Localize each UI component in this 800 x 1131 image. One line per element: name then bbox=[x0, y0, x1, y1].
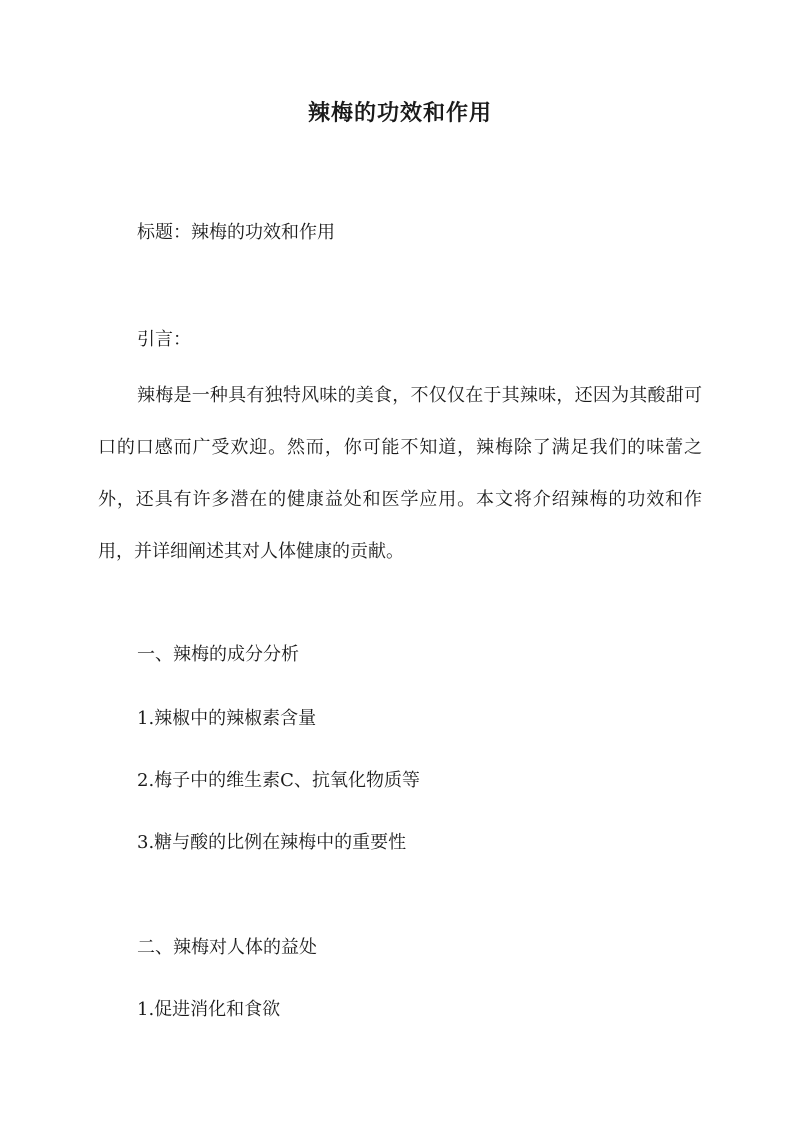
list-item: 1.辣椒中的辣椒素含量 bbox=[137, 708, 317, 729]
list-item: 2.梅子中的维生素C、抗氧化物质等 bbox=[137, 770, 420, 791]
list-item: 1.促进消化和食欲 bbox=[137, 999, 281, 1020]
intro-heading: 引言： bbox=[137, 329, 191, 350]
title-label-line: 标题：辣梅的功效和作用 bbox=[137, 222, 335, 243]
section-heading-composition: 一、辣梅的成分分析 bbox=[137, 644, 299, 665]
list-item: 3.糖与酸的比例在辣梅中的重要性 bbox=[137, 832, 407, 853]
intro-paragraph: 辣梅是一种具有独特风味的美食，不仅仅在于其辣味，还因为其酸甜可口的口感而广受欢迎。然而，你可能不知道，辣梅除了满足我们的味蕾之外，还具有许多潜在的健康益处和医学应用。本文将介绍辣梅的功效和作用，并详细阐述其对人体健康的贡献。 bbox=[98, 385, 702, 562]
document-title: 辣梅的功效和作用 bbox=[307, 100, 492, 126]
section-heading-benefits: 二、辣梅对人体的益处 bbox=[137, 937, 317, 958]
